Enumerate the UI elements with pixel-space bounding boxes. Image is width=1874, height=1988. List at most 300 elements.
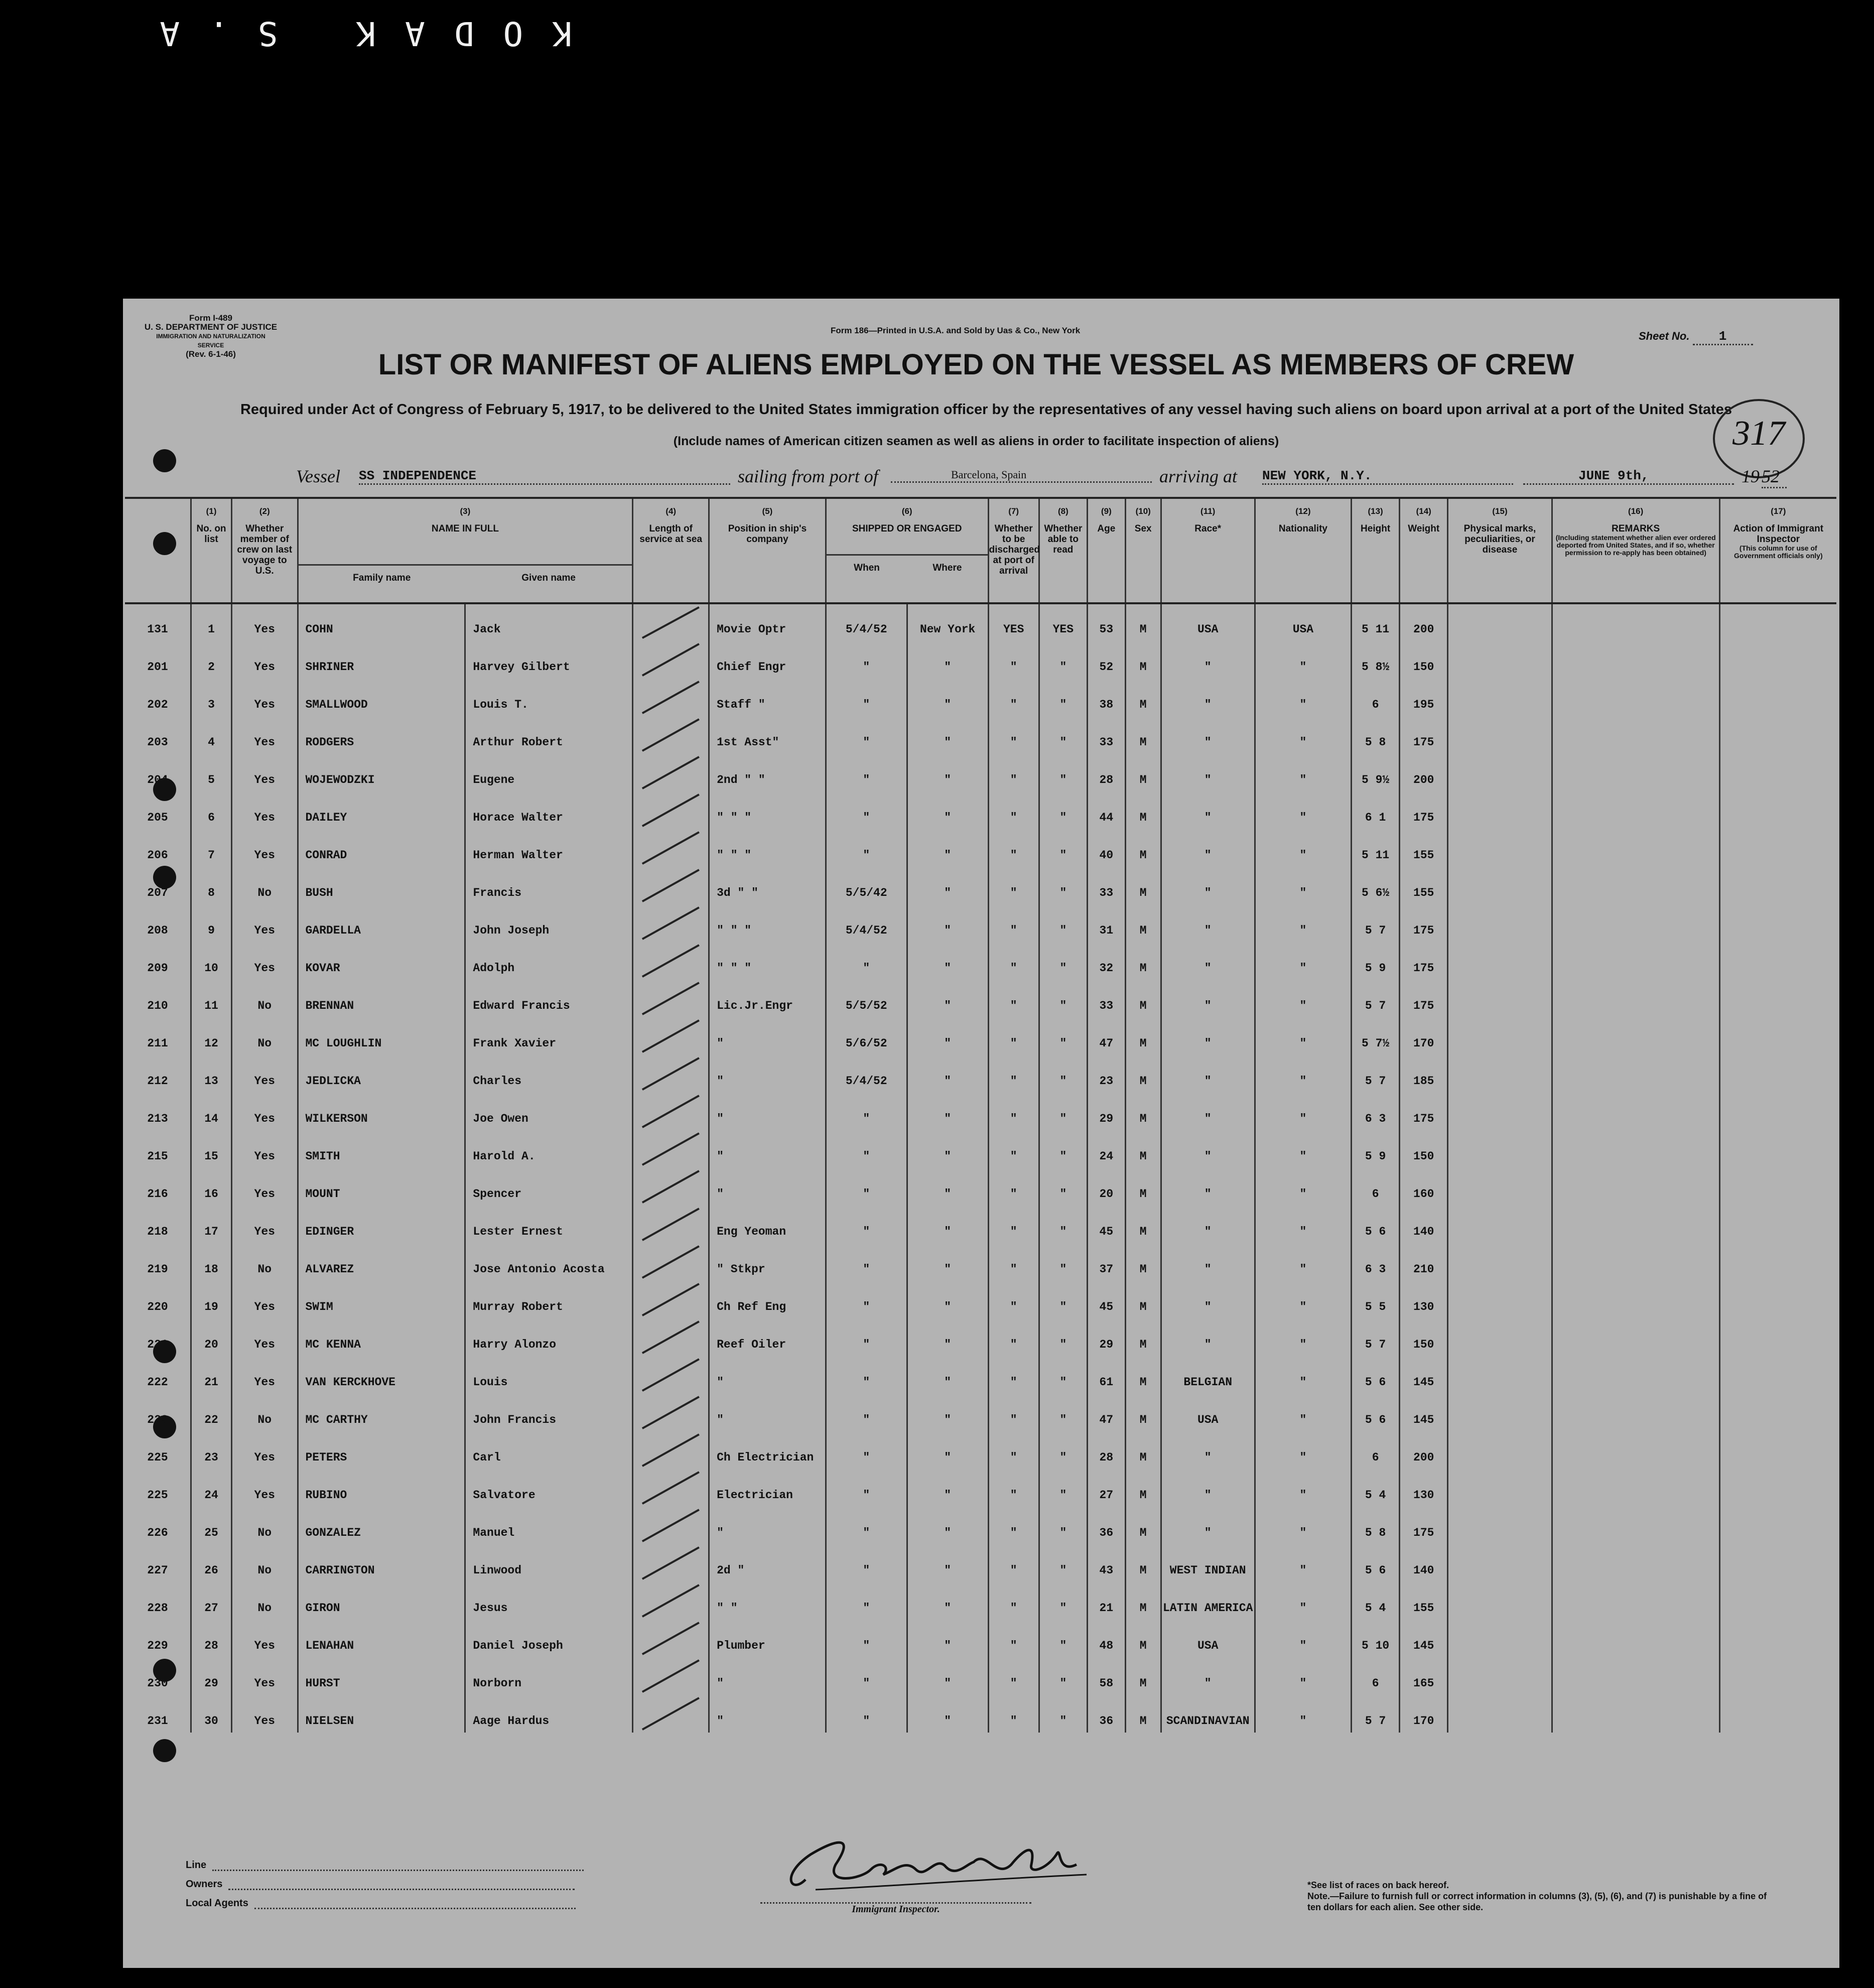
sex: M bbox=[1125, 1243, 1161, 1281]
age: 36 bbox=[1087, 1695, 1125, 1733]
length-of-service bbox=[633, 1055, 709, 1093]
remarks bbox=[1552, 641, 1719, 679]
inspector-action bbox=[1719, 1206, 1836, 1243]
age: 61 bbox=[1087, 1356, 1125, 1394]
remarks bbox=[1552, 1055, 1719, 1093]
shipped-where: " bbox=[907, 1620, 988, 1657]
race: BELGIAN bbox=[1161, 1356, 1255, 1394]
family-name: GONZALEZ bbox=[298, 1507, 465, 1544]
sex: M bbox=[1125, 679, 1161, 716]
sex: M bbox=[1125, 1093, 1161, 1130]
race: " bbox=[1161, 942, 1255, 980]
length-of-service bbox=[633, 829, 709, 867]
height: 6 bbox=[1352, 1168, 1400, 1206]
family-name: MOUNT bbox=[298, 1168, 465, 1206]
race: " bbox=[1161, 1055, 1255, 1093]
margin-line-number: 205 bbox=[125, 791, 191, 829]
height: 5 11 bbox=[1352, 829, 1400, 867]
age: 21 bbox=[1087, 1582, 1125, 1620]
col-physical-header: (15) Physical marks, peculiarities, or disease bbox=[1448, 498, 1552, 603]
shipped-where: " bbox=[907, 1055, 988, 1093]
height: 5 7½ bbox=[1352, 1017, 1400, 1055]
height: 5 9½ bbox=[1352, 754, 1400, 791]
nationality: " bbox=[1255, 1544, 1351, 1582]
age: 48 bbox=[1087, 1620, 1125, 1657]
weight: 175 bbox=[1400, 904, 1448, 942]
remarks bbox=[1552, 1130, 1719, 1168]
nationality: " bbox=[1255, 1168, 1351, 1206]
age: 43 bbox=[1087, 1544, 1125, 1582]
nationality: " bbox=[1255, 904, 1351, 942]
footer-left: Line Owners Local Agents bbox=[186, 1852, 584, 1909]
position: " " " bbox=[709, 904, 826, 942]
shipped-where: " bbox=[907, 641, 988, 679]
col-discharged-header: (7) Whether to be discharged at port of arrival bbox=[988, 498, 1039, 603]
table-row bbox=[125, 1206, 1836, 1243]
physical-marks bbox=[1448, 1657, 1552, 1695]
margin-line-number: 220 bbox=[125, 1281, 191, 1318]
nationality: " bbox=[1255, 754, 1351, 791]
shipped-when: " bbox=[826, 1657, 907, 1695]
shipped-when: 5/5/42 bbox=[826, 867, 907, 904]
margin-line-number: 202 bbox=[125, 679, 191, 716]
able-to-read: " bbox=[1039, 980, 1087, 1017]
sex: M bbox=[1125, 980, 1161, 1017]
family-name: BUSH bbox=[298, 867, 465, 904]
weight: 150 bbox=[1400, 641, 1448, 679]
height: 5 6 bbox=[1352, 1206, 1400, 1243]
discharged: " bbox=[988, 1620, 1039, 1657]
row-number: 27 bbox=[191, 1582, 232, 1620]
table-row bbox=[125, 1017, 1836, 1055]
margin-line-number: 230 bbox=[125, 1657, 191, 1695]
age: 27 bbox=[1087, 1469, 1125, 1507]
given-name: Carl bbox=[465, 1431, 633, 1469]
margin-line-number: 219 bbox=[125, 1243, 191, 1281]
sex: M bbox=[1125, 904, 1161, 942]
margin-line-number: 221 bbox=[125, 1318, 191, 1356]
table-header-row bbox=[125, 498, 1836, 603]
inspector-action bbox=[1719, 791, 1836, 829]
margin-header bbox=[125, 498, 191, 603]
discharged: " bbox=[988, 791, 1039, 829]
length-of-service bbox=[633, 791, 709, 829]
given-name: Harry Alonzo bbox=[465, 1318, 633, 1356]
given-name: Linwood bbox=[465, 1544, 633, 1582]
previous-voyage: No bbox=[231, 867, 298, 904]
table-row bbox=[125, 603, 1836, 641]
position: Ch Ref Eng bbox=[709, 1281, 826, 1318]
given-name: Manuel bbox=[465, 1507, 633, 1544]
col-shipped-header: (6) SHIPPED OR ENGAGED When Where bbox=[826, 498, 988, 603]
age: 45 bbox=[1087, 1206, 1125, 1243]
length-of-service bbox=[633, 1582, 709, 1620]
remarks bbox=[1552, 1318, 1719, 1356]
able-to-read: " bbox=[1039, 1206, 1087, 1243]
previous-voyage: Yes bbox=[231, 679, 298, 716]
length-of-service bbox=[633, 1093, 709, 1130]
shipped-when: " bbox=[826, 1243, 907, 1281]
weight: 150 bbox=[1400, 1130, 1448, 1168]
weight: 150 bbox=[1400, 1318, 1448, 1356]
shipped-when: " bbox=[826, 754, 907, 791]
shipped-where: " bbox=[907, 1318, 988, 1356]
sex: M bbox=[1125, 1431, 1161, 1469]
physical-marks bbox=[1448, 641, 1552, 679]
inspector-action bbox=[1719, 716, 1836, 754]
physical-marks bbox=[1448, 1544, 1552, 1582]
position: Staff " bbox=[709, 679, 826, 716]
sailing-label: sailing from port of bbox=[738, 466, 878, 486]
physical-marks bbox=[1448, 1394, 1552, 1431]
row-number: 24 bbox=[191, 1469, 232, 1507]
remarks bbox=[1552, 1620, 1719, 1657]
remarks bbox=[1552, 867, 1719, 904]
position: " " " bbox=[709, 829, 826, 867]
position: 2nd " " bbox=[709, 754, 826, 791]
age: 24 bbox=[1087, 1130, 1125, 1168]
margin-line-number: 209 bbox=[125, 942, 191, 980]
sex: M bbox=[1125, 791, 1161, 829]
position: Ch Electrician bbox=[709, 1431, 826, 1469]
family-name: GARDELLA bbox=[298, 904, 465, 942]
nationality: " bbox=[1255, 641, 1351, 679]
previous-voyage: No bbox=[231, 1243, 298, 1281]
able-to-read: " bbox=[1039, 1657, 1087, 1695]
row-number: 23 bbox=[191, 1431, 232, 1469]
shipped-where: " bbox=[907, 1168, 988, 1206]
row-number: 19 bbox=[191, 1281, 232, 1318]
table-row bbox=[125, 1469, 1836, 1507]
previous-voyage: No bbox=[231, 1017, 298, 1055]
weight: 175 bbox=[1400, 1093, 1448, 1130]
sex: M bbox=[1125, 1168, 1161, 1206]
race: " bbox=[1161, 1507, 1255, 1544]
nationality: " bbox=[1255, 1469, 1351, 1507]
row-number: 29 bbox=[191, 1657, 232, 1695]
margin-line-number: 207 bbox=[125, 867, 191, 904]
physical-marks bbox=[1448, 603, 1552, 641]
length-of-service bbox=[633, 1657, 709, 1695]
sex: M bbox=[1125, 754, 1161, 791]
race: " bbox=[1161, 1469, 1255, 1507]
length-of-service bbox=[633, 904, 709, 942]
able-to-read: " bbox=[1039, 1281, 1087, 1318]
previous-voyage: Yes bbox=[231, 1055, 298, 1093]
nationality: " bbox=[1255, 1243, 1351, 1281]
physical-marks bbox=[1448, 1130, 1552, 1168]
sex: M bbox=[1125, 1507, 1161, 1544]
table-row bbox=[125, 641, 1836, 679]
table-row bbox=[125, 1093, 1836, 1130]
weight: 155 bbox=[1400, 1582, 1448, 1620]
col-action-header: (17) Action of Immigrant Inspector (This column for use of Government officials only) bbox=[1719, 498, 1836, 603]
remarks bbox=[1552, 1281, 1719, 1318]
position: 1st Asst" bbox=[709, 716, 826, 754]
shipped-when: " bbox=[826, 1281, 907, 1318]
family-name: MC CARTHY bbox=[298, 1394, 465, 1431]
remarks bbox=[1552, 1206, 1719, 1243]
height: 5 7 bbox=[1352, 980, 1400, 1017]
table-row bbox=[125, 1507, 1836, 1544]
position: " bbox=[709, 1130, 826, 1168]
remarks bbox=[1552, 1469, 1719, 1507]
sex: M bbox=[1125, 716, 1161, 754]
table-row bbox=[125, 942, 1836, 980]
given-name: Daniel Joseph bbox=[465, 1620, 633, 1657]
age: 37 bbox=[1087, 1243, 1125, 1281]
shipped-where: " bbox=[907, 1281, 988, 1318]
weight: 200 bbox=[1400, 754, 1448, 791]
height: 5 5 bbox=[1352, 1281, 1400, 1318]
able-to-read: " bbox=[1039, 1507, 1087, 1544]
length-of-service bbox=[633, 1356, 709, 1394]
vessel-label: Vessel bbox=[296, 466, 340, 486]
given-name: Charles bbox=[465, 1055, 633, 1093]
margin-line-number: 212 bbox=[125, 1055, 191, 1093]
margin-line-number: 204 bbox=[125, 754, 191, 791]
height: 5 7 bbox=[1352, 1055, 1400, 1093]
race: " bbox=[1161, 791, 1255, 829]
given-name: Herman Walter bbox=[465, 829, 633, 867]
able-to-read: " bbox=[1039, 829, 1087, 867]
position: " bbox=[709, 1695, 826, 1733]
inspector-action bbox=[1719, 641, 1836, 679]
height: 5 10 bbox=[1352, 1620, 1400, 1657]
shipped-when: " bbox=[826, 1507, 907, 1544]
sex: M bbox=[1125, 1130, 1161, 1168]
table-row bbox=[125, 1168, 1836, 1206]
vessel-name: SS INDEPENDENCE bbox=[359, 468, 730, 485]
shipped-where: " bbox=[907, 754, 988, 791]
previous-voyage: Yes bbox=[231, 1168, 298, 1206]
family-name: BRENNAN bbox=[298, 980, 465, 1017]
length-of-service bbox=[633, 1544, 709, 1582]
given-name: Adolph bbox=[465, 942, 633, 980]
family-name: LENAHAN bbox=[298, 1620, 465, 1657]
shipped-where: " bbox=[907, 904, 988, 942]
inspector-action bbox=[1719, 1469, 1836, 1507]
shipped-when: " bbox=[826, 829, 907, 867]
position: Lic.Jr.Engr bbox=[709, 980, 826, 1017]
height: 5 8 bbox=[1352, 716, 1400, 754]
position: Movie Optr bbox=[709, 603, 826, 641]
sex: M bbox=[1125, 1582, 1161, 1620]
margin-line-number: 228 bbox=[125, 1582, 191, 1620]
physical-marks bbox=[1448, 679, 1552, 716]
nationality: " bbox=[1255, 1582, 1351, 1620]
able-to-read: " bbox=[1039, 1582, 1087, 1620]
physical-marks bbox=[1448, 1206, 1552, 1243]
shipped-where: " bbox=[907, 980, 988, 1017]
length-of-service bbox=[633, 980, 709, 1017]
inspector-signature bbox=[775, 1819, 1127, 1900]
able-to-read: " bbox=[1039, 1544, 1087, 1582]
family-name: RUBINO bbox=[298, 1469, 465, 1507]
table-row bbox=[125, 904, 1836, 942]
position: " bbox=[709, 1168, 826, 1206]
physical-marks bbox=[1448, 754, 1552, 791]
row-number: 20 bbox=[191, 1318, 232, 1356]
row-number: 2 bbox=[191, 641, 232, 679]
shipped-where: " bbox=[907, 1130, 988, 1168]
length-of-service bbox=[633, 1620, 709, 1657]
discharged: " bbox=[988, 1055, 1039, 1093]
family-name: MC KENNA bbox=[298, 1318, 465, 1356]
inspector-action bbox=[1719, 829, 1836, 867]
page-subtitle: Required under Act of Congress of February 5, 1917, to be delivered to the United States immigration officer by the representatives of any vessel having such aliens on board upon arrival at a port of the United States bbox=[240, 402, 1732, 418]
row-number: 5 bbox=[191, 754, 232, 791]
sex: M bbox=[1125, 1695, 1161, 1733]
shipped-where: " bbox=[907, 1469, 988, 1507]
inspector-action bbox=[1719, 603, 1836, 641]
nationality: " bbox=[1255, 1017, 1351, 1055]
shipped-where: " bbox=[907, 1243, 988, 1281]
able-to-read: " bbox=[1039, 1243, 1087, 1281]
discharged: " bbox=[988, 1206, 1039, 1243]
age: 38 bbox=[1087, 679, 1125, 716]
given-name: Norborn bbox=[465, 1657, 633, 1695]
able-to-read: " bbox=[1039, 1017, 1087, 1055]
inspector-action bbox=[1719, 1695, 1836, 1733]
nationality: " bbox=[1255, 829, 1351, 867]
given-name: Aage Hardus bbox=[465, 1695, 633, 1733]
given-name: Arthur Robert bbox=[465, 716, 633, 754]
remarks bbox=[1552, 1243, 1719, 1281]
physical-marks bbox=[1448, 791, 1552, 829]
table-row bbox=[125, 1582, 1836, 1620]
previous-voyage: Yes bbox=[231, 791, 298, 829]
physical-marks bbox=[1448, 1620, 1552, 1657]
age: 47 bbox=[1087, 1394, 1125, 1431]
sex: M bbox=[1125, 1544, 1161, 1582]
row-number: 10 bbox=[191, 942, 232, 980]
length-of-service bbox=[633, 641, 709, 679]
able-to-read: " bbox=[1039, 1620, 1087, 1657]
col-race-header: (11) Race* bbox=[1161, 498, 1255, 603]
family-name: SMALLWOOD bbox=[298, 679, 465, 716]
race: " bbox=[1161, 1017, 1255, 1055]
position: " Stkpr bbox=[709, 1243, 826, 1281]
able-to-read: " bbox=[1039, 1356, 1087, 1394]
inspector-label: Immigrant Inspector. bbox=[760, 1902, 1031, 1915]
age: 32 bbox=[1087, 942, 1125, 980]
inspector-action bbox=[1719, 754, 1836, 791]
previous-voyage: Yes bbox=[231, 716, 298, 754]
given-name: Joe Owen bbox=[465, 1093, 633, 1130]
discharged: " bbox=[988, 754, 1039, 791]
shipped-where: " bbox=[907, 1394, 988, 1431]
discharged: " bbox=[988, 980, 1039, 1017]
discharged: " bbox=[988, 1318, 1039, 1356]
inspector-action bbox=[1719, 1243, 1836, 1281]
previous-voyage: Yes bbox=[231, 1356, 298, 1394]
col-prev-voyage-header: (2) Whether member of crew on last voyage to U.S. bbox=[231, 498, 298, 603]
previous-voyage: Yes bbox=[231, 641, 298, 679]
table-row bbox=[125, 1431, 1836, 1469]
shipped-when: 5/5/52 bbox=[826, 980, 907, 1017]
remarks bbox=[1552, 1582, 1719, 1620]
col-position-header: (5) Position in ship's company bbox=[709, 498, 826, 603]
position: " bbox=[709, 1017, 826, 1055]
crew-rows bbox=[125, 603, 1836, 1733]
shipped-where: " bbox=[907, 829, 988, 867]
table-row bbox=[125, 1657, 1836, 1695]
race: " bbox=[1161, 679, 1255, 716]
physical-marks bbox=[1448, 716, 1552, 754]
inspector-action bbox=[1719, 1582, 1836, 1620]
age: 40 bbox=[1087, 829, 1125, 867]
position: Chief Engr bbox=[709, 641, 826, 679]
inspector-action bbox=[1719, 904, 1836, 942]
weight: 185 bbox=[1400, 1055, 1448, 1093]
inspector-action bbox=[1719, 1017, 1836, 1055]
remarks bbox=[1552, 1507, 1719, 1544]
discharged: " bbox=[988, 716, 1039, 754]
year-prefix: 19 bbox=[1742, 466, 1760, 486]
family-name: JEDLICKA bbox=[298, 1055, 465, 1093]
remarks bbox=[1552, 716, 1719, 754]
row-number: 21 bbox=[191, 1356, 232, 1394]
weight: 175 bbox=[1400, 716, 1448, 754]
previous-voyage: Yes bbox=[231, 1206, 298, 1243]
previous-voyage: Yes bbox=[231, 942, 298, 980]
age: 44 bbox=[1087, 791, 1125, 829]
previous-voyage: No bbox=[231, 1582, 298, 1620]
col-length-header: (4) Length of service at sea bbox=[633, 498, 709, 603]
position: 2d " bbox=[709, 1544, 826, 1582]
race: " bbox=[1161, 1281, 1255, 1318]
page-stamp: 317 bbox=[1713, 399, 1805, 478]
height: 5 4 bbox=[1352, 1469, 1400, 1507]
given-name: Jesus bbox=[465, 1582, 633, 1620]
age: 23 bbox=[1087, 1055, 1125, 1093]
age: 28 bbox=[1087, 1431, 1125, 1469]
length-of-service bbox=[633, 679, 709, 716]
row-number: 11 bbox=[191, 980, 232, 1017]
nationality: " bbox=[1255, 791, 1351, 829]
shipped-when: " bbox=[826, 791, 907, 829]
table-row bbox=[125, 980, 1836, 1017]
able-to-read: " bbox=[1039, 942, 1087, 980]
given-name: Harvey Gilbert bbox=[465, 641, 633, 679]
shipped-when: " bbox=[826, 1695, 907, 1733]
family-name: GIRON bbox=[298, 1582, 465, 1620]
able-to-read: " bbox=[1039, 791, 1087, 829]
position: " " " bbox=[709, 942, 826, 980]
margin-line-number: 211 bbox=[125, 1017, 191, 1055]
weight: 140 bbox=[1400, 1206, 1448, 1243]
able-to-read: " bbox=[1039, 679, 1087, 716]
shipped-where: " bbox=[907, 1206, 988, 1243]
margin-line-number: 222 bbox=[125, 1356, 191, 1394]
able-to-read: " bbox=[1039, 1695, 1087, 1733]
age: 29 bbox=[1087, 1318, 1125, 1356]
sheet-number: Sheet No. 1 bbox=[1639, 329, 1753, 345]
race: USA bbox=[1161, 1394, 1255, 1431]
page-subtitle-2: (Include names of American citizen seamen as well as aliens in order to facilitate inspection of aliens) bbox=[673, 434, 1279, 448]
family-name: SMITH bbox=[298, 1130, 465, 1168]
margin-line-number: 216 bbox=[125, 1168, 191, 1206]
race: USA bbox=[1161, 603, 1255, 641]
family-name: KOVAR bbox=[298, 942, 465, 980]
row-number: 1 bbox=[191, 603, 232, 641]
margin-line-number: 225 bbox=[125, 1469, 191, 1507]
margin-line-number: 226 bbox=[125, 1507, 191, 1544]
shipped-when: " bbox=[826, 1431, 907, 1469]
nationality: " bbox=[1255, 1431, 1351, 1469]
previous-voyage: Yes bbox=[231, 1469, 298, 1507]
